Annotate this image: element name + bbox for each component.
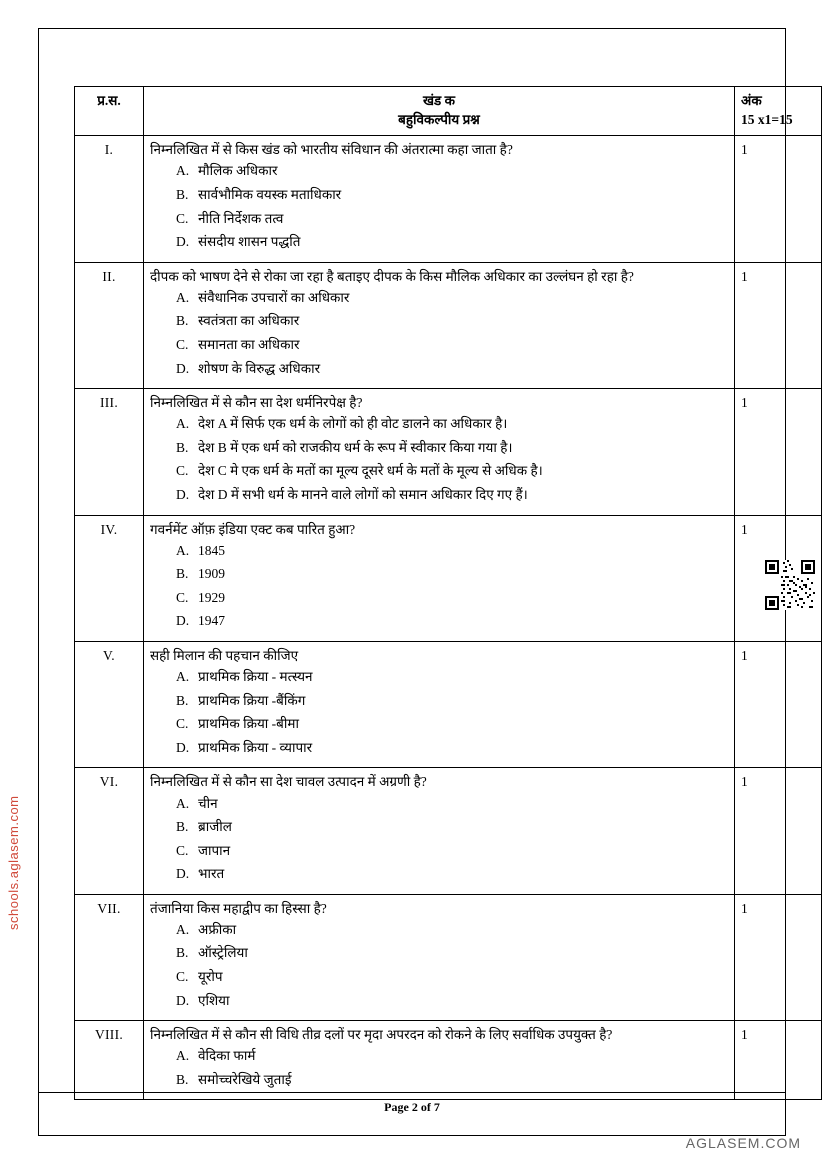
option-list	[150, 161, 728, 251]
option-item	[176, 738, 728, 758]
option-text: समोच्चरेखिये जुताई	[198, 1071, 292, 1087]
table-header-row	[75, 87, 822, 136]
option-label: A.	[176, 416, 190, 432]
option-label: D.	[176, 613, 190, 629]
option-item	[176, 864, 728, 884]
option-label: A.	[176, 669, 190, 685]
option-list	[150, 1046, 728, 1089]
option-label: C.	[176, 463, 189, 479]
option-label: C.	[176, 210, 189, 226]
option-text: नीति निर्देशक तत्व	[198, 210, 284, 226]
option-text: 1845	[198, 542, 225, 558]
option-item	[176, 943, 728, 963]
option-text: मौलिक अधिकार	[198, 163, 278, 179]
option-item	[176, 794, 728, 814]
option-item	[176, 161, 728, 181]
option-text: प्राथमिक क्रिया -बैंकिंग	[198, 692, 306, 708]
option-label: D.	[176, 866, 190, 882]
option-item	[176, 817, 728, 837]
option-text: संसदीय शासन पद्धति	[198, 234, 301, 250]
option-list	[150, 920, 728, 1010]
question-cell	[144, 641, 735, 767]
page-footer: Page 2 of 7	[384, 1100, 440, 1114]
question-serial: II.	[75, 262, 144, 388]
option-text: शोषण के विरुद्ध अधिकार	[198, 360, 321, 376]
option-list	[150, 414, 728, 504]
question-marks: 1	[735, 641, 822, 767]
option-text: अफ्रीका	[198, 921, 237, 937]
option-label: A.	[176, 795, 190, 811]
option-item	[176, 414, 728, 434]
questions-table	[74, 86, 822, 1100]
question-serial: VIII.	[75, 1021, 144, 1100]
footer-divider	[38, 1092, 786, 1093]
option-item	[176, 564, 728, 584]
option-text: यूरोप	[198, 969, 223, 985]
option-label: A.	[176, 289, 190, 305]
question-marks: 1	[735, 768, 822, 894]
option-item	[176, 232, 728, 252]
question-cell	[144, 389, 735, 515]
option-list	[150, 794, 728, 884]
table-row	[75, 894, 822, 1020]
table-row	[75, 641, 822, 767]
question-cell	[144, 515, 735, 641]
option-list	[150, 541, 728, 631]
option-text: स्वतंत्रता का अधिकार	[198, 313, 300, 329]
option-label: B.	[176, 819, 189, 835]
question-marks: 1	[735, 136, 822, 262]
question-cell	[144, 768, 735, 894]
option-item	[176, 311, 728, 331]
option-label: C.	[176, 589, 189, 605]
option-label: B.	[176, 439, 189, 455]
option-label: A.	[176, 542, 190, 558]
option-text: भारत	[198, 866, 225, 882]
option-text: ऑस्ट्रेलिया	[198, 945, 248, 961]
option-item	[176, 967, 728, 987]
question-serial: III.	[75, 389, 144, 515]
option-label: B.	[176, 566, 189, 582]
option-item	[176, 209, 728, 229]
option-label: B.	[176, 313, 189, 329]
question-marks: 1	[735, 894, 822, 1020]
question-text: तंजानिया किस महाद्वीप का हिस्सा है?	[150, 900, 327, 916]
option-item	[176, 841, 728, 861]
questions-table-body	[75, 87, 822, 1100]
option-text: देश C मे एक धर्म के मतों का मूल्य दूसरे धर्म के मतों के मूल्य से अधिक है।	[198, 463, 543, 479]
header-section-title	[144, 87, 735, 136]
question-cell	[144, 894, 735, 1020]
option-list	[150, 667, 728, 757]
question-serial: VI.	[75, 768, 144, 894]
option-label: B.	[176, 187, 189, 203]
corner-watermark: AGLASEM.COM	[685, 1135, 801, 1151]
option-text: संवैधानिक उपचारों का अधिकार	[198, 289, 350, 305]
option-text: एशिया	[198, 992, 230, 1008]
option-item	[176, 1046, 728, 1066]
option-item	[176, 611, 728, 631]
question-marks: 1	[735, 515, 822, 641]
option-item	[176, 920, 728, 940]
table-row	[75, 1021, 822, 1100]
option-item	[176, 691, 728, 711]
header-serial-label: प्र.स.	[75, 87, 144, 136]
option-label: C.	[176, 969, 189, 985]
option-item	[176, 667, 728, 687]
option-label: C.	[176, 716, 189, 732]
question-text: निम्नलिखित में से कौन सा देश चावल उत्पादन में अग्रणी है?	[150, 774, 427, 790]
option-text: प्राथमिक क्रिया -बीमा	[198, 716, 299, 732]
option-label: D.	[176, 739, 190, 755]
section-title-line2: बहुविकल्पीय प्रश्न	[398, 112, 480, 128]
table-row	[75, 768, 822, 894]
option-label: D.	[176, 360, 190, 376]
option-text: प्राथमिक क्रिया - मत्स्यन	[198, 669, 313, 685]
table-row	[75, 515, 822, 641]
option-text: जापान	[198, 842, 231, 858]
option-item	[176, 359, 728, 379]
option-text: देश D में सभी धर्म के मानने वाले लोगों को समान अधिकार दिए गए हैं।	[198, 486, 528, 502]
table-row	[75, 136, 822, 262]
option-text: 1947	[198, 613, 225, 629]
question-marks: 1	[735, 262, 822, 388]
question-serial: V.	[75, 641, 144, 767]
qr-code-icon	[765, 560, 815, 610]
side-watermark: schools.aglasem.com	[6, 795, 21, 930]
option-label: B.	[176, 1071, 189, 1087]
option-label: B.	[176, 692, 189, 708]
option-text: सार्वभौमिक वयस्क मताधिकार	[198, 187, 342, 203]
option-label: D.	[176, 992, 190, 1008]
question-serial: IV.	[75, 515, 144, 641]
option-text: 1909	[198, 566, 225, 582]
option-item	[176, 485, 728, 505]
question-paper-content	[74, 86, 793, 1100]
option-text: वेदिका फार्म	[198, 1048, 256, 1064]
option-text: प्राथमिक क्रिया - व्यापार	[198, 739, 313, 755]
option-item	[176, 335, 728, 355]
option-list	[150, 288, 728, 378]
question-text: निम्नलिखित में से कौन सी विधि तीव्र दलों पर मृदा अपरदन को रोकने के लिए सर्वाधिक उपयुक्त है?	[150, 1027, 613, 1043]
option-item	[176, 288, 728, 308]
option-item	[176, 588, 728, 608]
section-title-line1: खंड क	[422, 93, 455, 108]
question-marks: 1	[735, 389, 822, 515]
option-label: C.	[176, 842, 189, 858]
option-label: A.	[176, 163, 190, 179]
option-item	[176, 991, 728, 1011]
option-label: D.	[176, 486, 190, 502]
option-item	[176, 714, 728, 734]
option-label: A.	[176, 921, 190, 937]
question-text: निम्नलिखित में से कौन सा देश धर्मनिरपेक्ष है?	[150, 395, 363, 411]
option-text: समानता का अधिकार	[198, 337, 300, 352]
question-cell	[144, 136, 735, 262]
option-text: ब्राजील	[198, 819, 232, 835]
option-text: देश B में एक धर्म को राजकीय धर्म के रूप में स्वीकार किया गया है।	[198, 439, 513, 455]
marks-scheme: 15 x1=15	[741, 112, 793, 128]
option-label: D.	[176, 234, 190, 250]
option-text: 1929	[198, 589, 225, 605]
question-text: दीपक को भाषण देने से रोका जा रहा है बताइए दीपक के किस मौलिक अधिकार का उल्लंघन हो रहा है?	[150, 268, 634, 284]
option-text: देश A में सिर्फ एक धर्म के लोगों को ही वोट डालने का अधिकार है।	[198, 416, 508, 432]
option-item	[176, 461, 728, 481]
table-row	[75, 262, 822, 388]
question-text: सही मिलान की पहचान कीजिए	[150, 647, 299, 663]
option-item	[176, 541, 728, 561]
option-label: B.	[176, 945, 189, 961]
option-item	[176, 438, 728, 458]
question-text: निम्नलिखित में से किस खंड को भारतीय संविधान की अंतरात्मा कहा जाता है?	[150, 142, 513, 158]
marks-label: अंक	[741, 93, 762, 108]
option-text: चीन	[198, 795, 218, 811]
question-text: गवर्नमेंट ऑफ़ इंडिया एक्ट कब पारित हुआ?	[150, 521, 356, 537]
header-marks	[735, 87, 822, 136]
question-serial: I.	[75, 136, 144, 262]
option-item	[176, 1070, 728, 1090]
table-row	[75, 389, 822, 515]
question-cell	[144, 1021, 735, 1100]
option-item	[176, 185, 728, 205]
option-label: A.	[176, 1048, 190, 1064]
question-cell	[144, 262, 735, 388]
option-label: C.	[176, 337, 189, 352]
question-marks: 1	[735, 1021, 822, 1100]
question-serial: VII.	[75, 894, 144, 1020]
